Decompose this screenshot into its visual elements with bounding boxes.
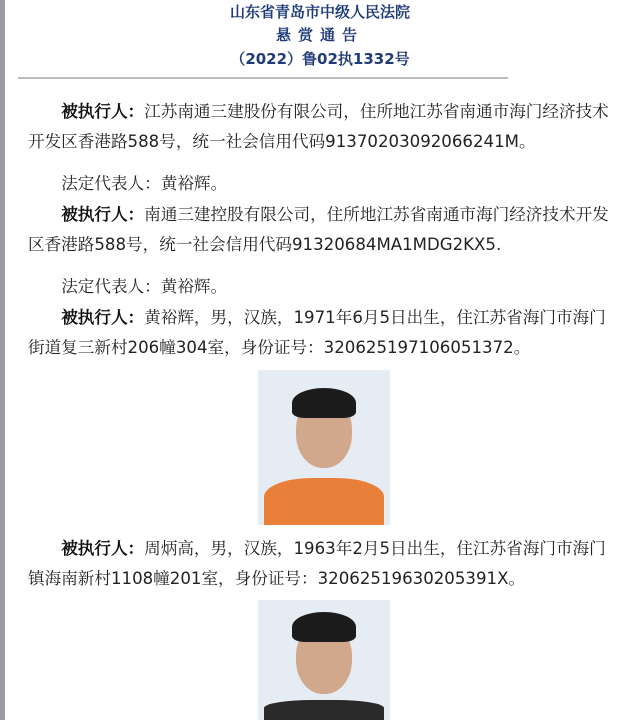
- text: 黄裕辉，男，汉族，1971年6月5日出生，住江苏省海门市海门街道复三新村206幢304室，身份证号：320625197106051372。: [28, 308, 606, 357]
- case-number: （2022）鲁02执1332号: [230, 50, 410, 68]
- photo-zhou-binggao: [258, 600, 390, 720]
- text: 江苏南通三建股份有限公司，住所地江苏省南通市海门经济技术开发区香港路588号，统一社会信用代码91370203092066241M。: [28, 102, 609, 151]
- label: 被执行人：: [61, 205, 145, 224]
- text: 周炳高，男，汉族，1963年2月5日出生，住江苏省海门市海门镇海南新村1108幢201室，身份证号：32062519630205391X。: [28, 539, 606, 588]
- text: 南通三建控股有限公司，住所地江苏省南通市海门经济技术开发区香港路588号，统一社会信用代码91320684MA1MDG2KX5.: [28, 205, 609, 254]
- paragraph-defendant-1: [28, 97, 620, 157]
- label: 被执行人：: [61, 308, 145, 327]
- paragraph-defendant-4: [28, 534, 620, 594]
- paragraph-legal-rep-1: [28, 169, 620, 199]
- notice-title: 悬赏通告: [275, 26, 364, 44]
- left-border: [0, 0, 5, 720]
- shirt: [264, 478, 384, 525]
- label: 被执行人：: [61, 102, 145, 121]
- paragraph-defendant-2: [28, 200, 620, 260]
- shirt: [264, 700, 384, 720]
- paragraph-legal-rep-2: [28, 272, 620, 302]
- court-name: 山东省青岛市中级人民法院: [229, 3, 410, 21]
- hair: [292, 612, 356, 642]
- photo-huang-yuhui: [258, 370, 390, 525]
- hair: [292, 388, 356, 418]
- divider: [18, 77, 508, 79]
- text: 法定代表人：黄裕辉。: [61, 174, 228, 193]
- paragraph-defendant-3: [28, 303, 620, 363]
- label: 被执行人：: [61, 539, 145, 558]
- text: 法定代表人：黄裕辉。: [61, 277, 228, 296]
